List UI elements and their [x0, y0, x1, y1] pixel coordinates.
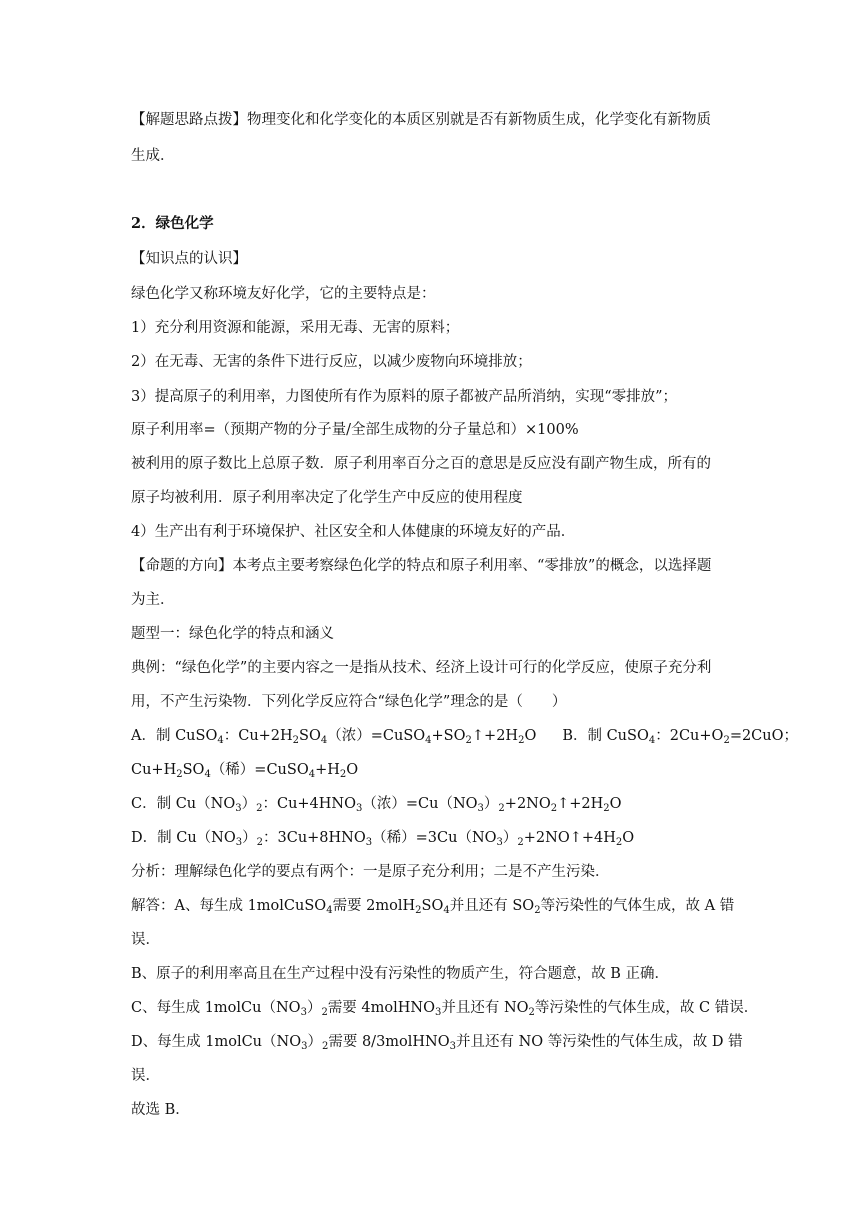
knowledge-header: 【知识点的认识】	[131, 251, 247, 267]
definition-line: 绿色化学又称环境友好化学，它的主要特点是：	[131, 286, 436, 302]
section-title: 2．绿色化学	[131, 215, 214, 232]
answer-d-line: D、每生成 $1molCu(NO_3)_2$需要 8/3molHNO$_3$并且还有 NO 等污染性的气体生成，故 D 错	[131, 1034, 743, 1052]
option-b-line-2: $Cu+H_2SO_4$（稀）$=CuSO_4+H_2O$	[131, 762, 359, 780]
analysis-line: 分析：理解绿色化学的要点有两个：一是原子充分利用；二是不产生污染．	[131, 864, 610, 880]
formula-line: 原子利用率=（预期产物的分子量/全部生成物的分子量总和）×100%	[131, 422, 579, 438]
answer-b-line: B、原子的利用率高且在生产过程中没有污染性的物质产生，符合题意，故 B 正确．	[131, 966, 670, 982]
answer-a-line: 解答：A、每生成 1molCuSO$_4$需要 $2molH_2SO_4$并且还有 $SO_2$等污染性的气体生成，故 A 错	[131, 898, 735, 916]
explain-line-1: 被利用的原子数比上总原子数．原子利用率百分之百的意思是反应没有副产物生成，所有的	[131, 456, 711, 472]
direction-line-2: 为主．	[131, 592, 175, 608]
answer-a-line-2: 误．	[131, 932, 160, 948]
answer-c-line: C、每生成 $1molCu(NO_3)_2$需要 4molHNO$_3$并且还有 $NO_2$等污染性的气体生成，故 C 错误．	[131, 1000, 759, 1018]
final-answer: 故选 B．	[131, 1102, 190, 1118]
point-2: 2）在无毒、无害的条件下进行反应，以减少废物向环境排放；	[131, 354, 532, 370]
example-line-2: 用，不产生污染物．下列化学反应符合“绿色化学”理念的是（ ）	[131, 694, 567, 710]
point-4: 4）生产出有利于环境保护、社区安全和人体健康的环境友好的产品．	[131, 524, 576, 540]
example-line-1: 典例：“绿色化学”的主要内容之一是指从技术、经济上设计可行的化学反应，使原子充分利	[131, 660, 712, 676]
option-a-b-line: A．制 CuSO$_4$：$Cu+2H_2SO_4$（浓）$=CuSO_4+SO_2↑+2H_2O$ B．制 CuSO$_4$：$2Cu+O_2=2CuO$；	[131, 728, 799, 746]
direction-line-1: 【命题的方向】本考点主要考察绿色化学的特点和原子利用率、“零排放”的概念，以选择题	[131, 558, 712, 574]
point-1: 1）充分利用资源和能源，采用无毒、无害的原料；	[131, 320, 460, 336]
option-d-line: D．制 $Cu(NO_3)_2$：$3Cu+8HNO_3$（稀）$=3Cu(NO_3)_2+2NO↑+4H_2O$	[131, 830, 635, 848]
intro-line-2: 生成．	[131, 148, 175, 164]
type-one-line: 题型一：绿色化学的特点和涵义	[131, 626, 334, 642]
answer-d-line-2: 误．	[131, 1068, 160, 1084]
point-3: 3）提高原子的利用率，力图使所有作为原料的原子都被产品所消纳，实现“零排放”；	[131, 389, 678, 405]
explain-line-2: 原子均被利用．原子利用率决定了化学生产中反应的使用程度	[131, 490, 523, 506]
option-c-line: C．制 $Cu(NO_3)_2$：$Cu+4HNO_3$（浓）$=Cu(NO_3)_2+2NO_2↑+2H_2O$	[131, 796, 622, 814]
intro-line-1: 【解题思路点拨】物理变化和化学变化的本质区别就是否有新物质生成，化学变化有新物质	[131, 112, 711, 128]
